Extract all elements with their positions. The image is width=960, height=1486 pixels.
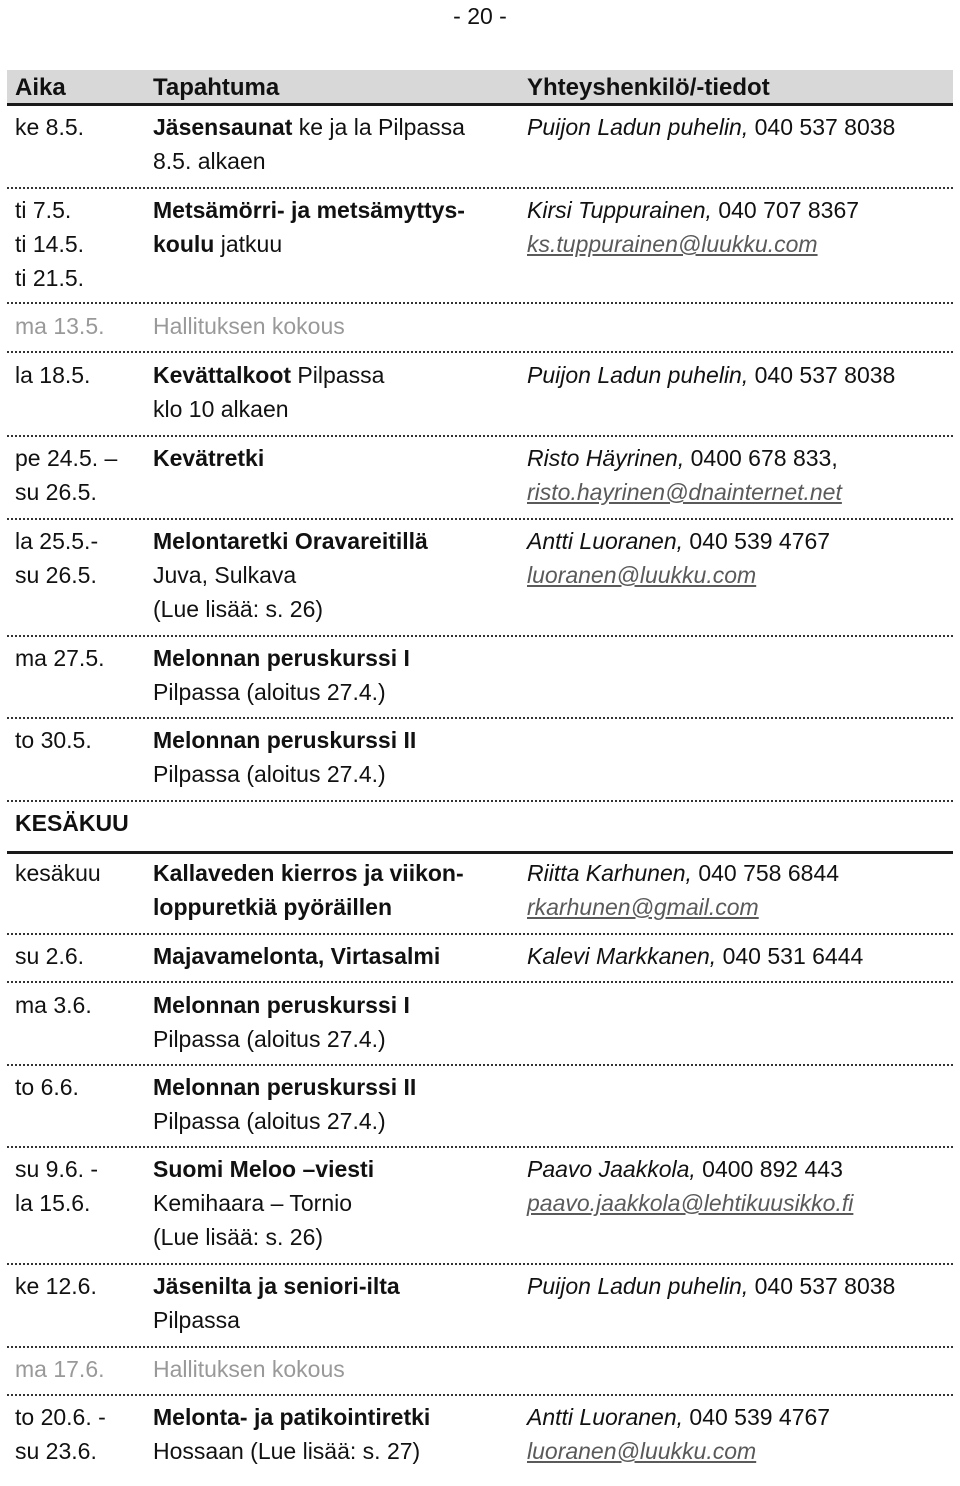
row-separator <box>7 1146 953 1148</box>
date-cell <box>15 1070 79 1104</box>
row-separator <box>7 981 953 983</box>
contact-cell <box>527 856 839 924</box>
event-detail: ke ja la Pilpassa <box>292 114 465 140</box>
event-extra: Pilpassa (aloitus 27.4.) <box>153 1108 386 1134</box>
event-title: Hallituksen kokous <box>153 313 345 339</box>
row-separator <box>7 800 953 802</box>
contact-name: Antti Luoranen, <box>527 528 684 554</box>
contact-cell <box>527 524 830 592</box>
contact-cell <box>527 358 895 392</box>
contact-phone: 040 539 4767 <box>683 528 831 554</box>
event-title: Kevätretki <box>153 445 265 471</box>
event-line <box>153 227 465 261</box>
date-line: ti 7.5. <box>15 197 72 223</box>
event-detail: jatkuu <box>214 231 283 257</box>
event-title-cont: loppuretkiä pyöräillen <box>153 894 392 920</box>
contact-name: Kalevi Markkanen, <box>527 943 717 969</box>
contact-cell <box>527 193 859 261</box>
contact-cell <box>527 939 863 973</box>
date-line: su 26.5. <box>15 562 97 588</box>
row-separator <box>7 1394 953 1396</box>
contact-line <box>527 1400 830 1434</box>
event-cell <box>153 524 428 626</box>
contact-name: Puijon Ladun puhelin, <box>527 114 749 140</box>
contact-phone: 0400 678 833, <box>684 445 838 471</box>
date-line: ma 27.5. <box>15 645 105 671</box>
row-separator <box>7 635 953 637</box>
date-line: ma 13.5. <box>15 313 105 339</box>
contact-line <box>527 358 895 392</box>
contact-line <box>527 524 830 558</box>
event-extra: Pilpassa (aloitus 27.4.) <box>153 679 386 705</box>
date-line: to 30.5. <box>15 727 92 753</box>
date-line: la 18.5. <box>15 362 91 388</box>
contact-name: Risto Häyrinen, <box>527 445 685 471</box>
event-cell <box>153 1352 345 1386</box>
date-cell <box>15 110 84 144</box>
contact-phone: 0400 892 443 <box>695 1156 843 1182</box>
row-separator <box>7 435 953 437</box>
event-title: Melonnan peruskurssi II <box>153 727 417 753</box>
row-separator <box>7 187 953 189</box>
contact-phone: 040 531 6444 <box>716 943 864 969</box>
contact-phone: 040 707 8367 <box>711 197 860 223</box>
date-cell <box>15 441 117 509</box>
date-line: ti 21.5. <box>15 265 85 291</box>
event-title: Melonnan peruskurssi II <box>153 1074 417 1100</box>
row-separator <box>7 302 953 304</box>
date-cell <box>15 309 105 343</box>
contact-name: Antti Luoranen, <box>527 1404 684 1430</box>
row-separator <box>7 1263 953 1265</box>
event-title: Melonnan peruskurssi I <box>153 992 410 1018</box>
date-cell <box>15 1269 97 1303</box>
section-heading: KESÄKUU <box>15 810 129 836</box>
date-line: su 26.5. <box>15 479 97 505</box>
event-line <box>153 110 465 144</box>
row-separator <box>7 1346 953 1348</box>
contact-email-link[interactable]: paavo.jaakkola@lehtikuusikko.fi <box>527 1190 854 1216</box>
event-cell <box>153 193 465 261</box>
event-extra: (Lue lisää: s. 26) <box>153 596 324 622</box>
date-line: ke 8.5. <box>15 114 85 140</box>
header-contact: Yhteyshenkilö/-tiedot <box>527 74 770 101</box>
contact-phone: 040 539 4767 <box>683 1404 831 1430</box>
date-line: pe 24.5. – <box>15 445 118 471</box>
date-line: ma 3.6. <box>15 992 92 1018</box>
contact-line <box>527 193 859 227</box>
table-header <box>7 70 953 106</box>
event-cell <box>153 309 345 343</box>
event-title: Kevättalkoot <box>153 362 292 388</box>
event-title: Hallituksen kokous <box>153 1356 345 1382</box>
event-title: Melonnan peruskurssi I <box>153 645 410 671</box>
event-title: Melonta- ja patikointiretki <box>153 1404 431 1430</box>
contact-name: Paavo Jaakkola, <box>527 1156 696 1182</box>
event-extra: 8.5. alkaen <box>153 148 266 174</box>
row-separator <box>7 351 953 353</box>
contact-line <box>527 110 895 144</box>
contact-email-link[interactable]: luoranen@luukku.com <box>527 562 757 588</box>
date-cell <box>15 723 92 757</box>
contact-email-link[interactable]: rkarhunen@gmail.com <box>527 894 759 920</box>
date-line: la 25.5.- <box>15 528 99 554</box>
event-cell <box>153 939 440 973</box>
section-separator <box>7 851 953 854</box>
event-title: Majavamelonta, Virtasalmi <box>153 943 441 969</box>
event-cell <box>153 1269 400 1337</box>
contact-cell <box>527 1269 895 1303</box>
event-title-cont: koulu <box>153 231 215 257</box>
row-separator <box>7 1064 953 1066</box>
contact-email-link[interactable]: luoranen@luukku.com <box>527 1438 757 1464</box>
event-cell <box>153 723 416 791</box>
date-line: kesäkuu <box>15 860 101 886</box>
date-cell <box>15 1400 106 1468</box>
contact-phone: 040 537 8038 <box>748 362 896 388</box>
header-event: Tapahtuma <box>153 74 280 101</box>
contact-cell <box>527 110 895 144</box>
contact-line <box>527 856 839 890</box>
date-line: su 2.6. <box>15 943 85 969</box>
date-line: su 23.6. <box>15 1438 97 1464</box>
date-line: ma 17.6. <box>15 1356 105 1382</box>
date-cell <box>15 1152 98 1220</box>
contact-line <box>527 939 863 973</box>
page-number: - 20 - <box>453 3 507 29</box>
event-cell <box>153 1400 430 1468</box>
contact-phone: 040 537 8038 <box>748 1273 896 1299</box>
event-extra: Juva, Sulkava <box>153 562 297 588</box>
date-cell <box>15 939 84 973</box>
date-line: ti 14.5. <box>15 231 85 257</box>
event-extra: (Lue lisää: s. 26) <box>153 1224 324 1250</box>
event-title: Metsämörri- ja metsämyttys- <box>153 197 465 223</box>
event-cell <box>153 1070 416 1138</box>
contact-phone: 040 758 6844 <box>691 860 840 886</box>
date-line: la 15.6. <box>15 1190 91 1216</box>
event-extra: Pilpassa (aloitus 27.4.) <box>153 1026 386 1052</box>
contact-name: Puijon Ladun puhelin, <box>527 1273 749 1299</box>
event-extra: Pilpassa <box>153 1307 240 1333</box>
contact-line <box>527 1152 853 1186</box>
contact-email-link[interactable]: risto.hayrinen@dnainternet.net <box>527 479 842 505</box>
contact-email-link[interactable]: ks.tuppurainen@luukku.com <box>527 231 818 257</box>
event-cell <box>153 358 384 426</box>
contact-name: Riitta Karhunen, <box>527 860 692 886</box>
event-title: Jäsenilta ja seniori-ilta <box>153 1273 400 1299</box>
contact-name: Kirsi Tuppurainen, <box>527 197 712 223</box>
header-time: Aika <box>15 74 66 101</box>
row-separator <box>7 518 953 520</box>
event-cell <box>153 1152 374 1254</box>
event-extra: Hossaan (Lue lisää: s. 27) <box>153 1438 421 1464</box>
contact-cell <box>527 1400 830 1468</box>
event-extra: Pilpassa (aloitus 27.4.) <box>153 761 386 787</box>
event-title: Melontaretki Oravareitillä <box>153 528 428 554</box>
event-cell <box>153 110 465 178</box>
date-cell <box>15 193 84 295</box>
date-cell <box>15 641 105 675</box>
event-cell <box>153 856 464 924</box>
event-title: Jäsensaunat <box>153 114 293 140</box>
event-detail: Pilpassa <box>291 362 385 388</box>
date-cell <box>15 856 101 890</box>
contact-cell <box>527 1152 853 1220</box>
date-cell <box>15 1352 105 1386</box>
row-separator <box>7 717 953 719</box>
date-cell <box>15 988 92 1022</box>
date-line: to 20.6. - <box>15 1404 106 1430</box>
date-line: su 9.6. - <box>15 1156 99 1182</box>
event-title: Suomi Meloo –viesti <box>153 1156 375 1182</box>
event-cell <box>153 441 264 475</box>
event-cell <box>153 988 410 1056</box>
date-line: to 6.6. <box>15 1074 79 1100</box>
event-extra: Kemihaara – Tornio <box>153 1190 353 1216</box>
event-title: Kallaveden kierros ja viikon- <box>153 860 464 886</box>
event-line <box>153 358 384 392</box>
contact-name: Puijon Ladun puhelin, <box>527 362 749 388</box>
contact-line <box>527 441 842 475</box>
date-line: ke 12.6. <box>15 1273 97 1299</box>
date-cell <box>15 524 98 592</box>
contact-line <box>527 1269 895 1303</box>
event-extra: klo 10 alkaen <box>153 396 289 422</box>
date-cell <box>15 358 90 392</box>
contact-phone: 040 537 8038 <box>748 114 896 140</box>
event-cell <box>153 641 410 709</box>
contact-cell <box>527 441 842 509</box>
row-separator <box>7 933 953 935</box>
